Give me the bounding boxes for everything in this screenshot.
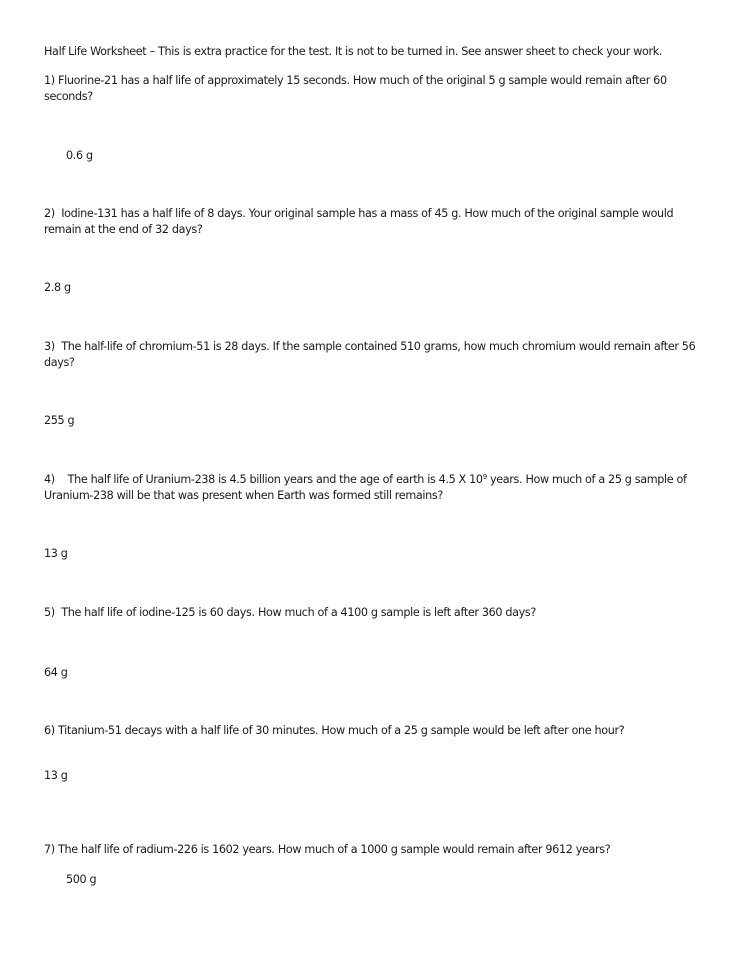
question-number: 4) — [44, 473, 55, 486]
question-number: 1) — [44, 74, 55, 87]
worksheet-subtitle: This is extra practice for the test. It is not to be turned in. See answer sheet to check your work. — [158, 45, 663, 58]
question-3 — [44, 339, 706, 371]
answer-6: 13 g — [44, 769, 68, 782]
header-dash: – — [149, 45, 155, 58]
question-number: 3) — [44, 340, 55, 353]
answer-2: 2.8 g — [44, 281, 71, 294]
answer-5: 64 g — [44, 666, 68, 679]
question-4 — [44, 472, 706, 504]
question-7 — [44, 842, 714, 858]
question-5 — [44, 605, 714, 621]
question-text-part-1: The half life of Uranium-238 is 4.5 billion years and the age of earth is 4.5 X 10 — [67, 473, 483, 486]
question-text: The half life of iodine-125 is 60 days. How much of a 4100 g sample is left after 360 days? — [61, 606, 536, 619]
answer-3: 255 g — [44, 414, 75, 427]
worksheet-header — [44, 44, 714, 60]
answer-1: 0.6 g — [66, 149, 93, 162]
question-2 — [44, 206, 706, 238]
question-text: The half-life of chromium-51 is 28 days. If the sample contained 510 grams, how much chromium would remain after 56 days? — [44, 340, 696, 369]
worksheet-title: Half Life Worksheet — [44, 45, 147, 58]
answer-4: 13 g — [44, 547, 68, 560]
question-text: The half life of radium-226 is 1602 years. How much of a 1000 g sample would remain after 9612 years? — [58, 843, 611, 856]
question-text: Fluorine-21 has a half life of approximately 15 seconds. How much of the original 5 g sample would remain after 60 seconds? — [44, 74, 667, 103]
question-text: Iodine-131 has a half life of 8 days. Your original sample has a mass of 45 g. How much of the original sample would remain at the end of 32 days? — [44, 207, 674, 236]
answer-7: 500 g — [66, 873, 97, 886]
question-number: 6) — [44, 724, 55, 737]
question-number: 5) — [44, 606, 55, 619]
question-text: Titanium-51 decays with a half life of 30 minutes. How much of a 25 g sample would be left after one hour? — [58, 724, 625, 737]
question-1 — [44, 73, 706, 105]
exponent: 9 — [482, 473, 487, 481]
question-number: 7) — [44, 843, 55, 856]
question-text-part-2: years. How much of a 25 g sample of Uranium-238 will be that was present when Earth was formed still remains? — [44, 473, 687, 502]
question-number: 2) — [44, 207, 55, 220]
question-6 — [44, 723, 714, 739]
